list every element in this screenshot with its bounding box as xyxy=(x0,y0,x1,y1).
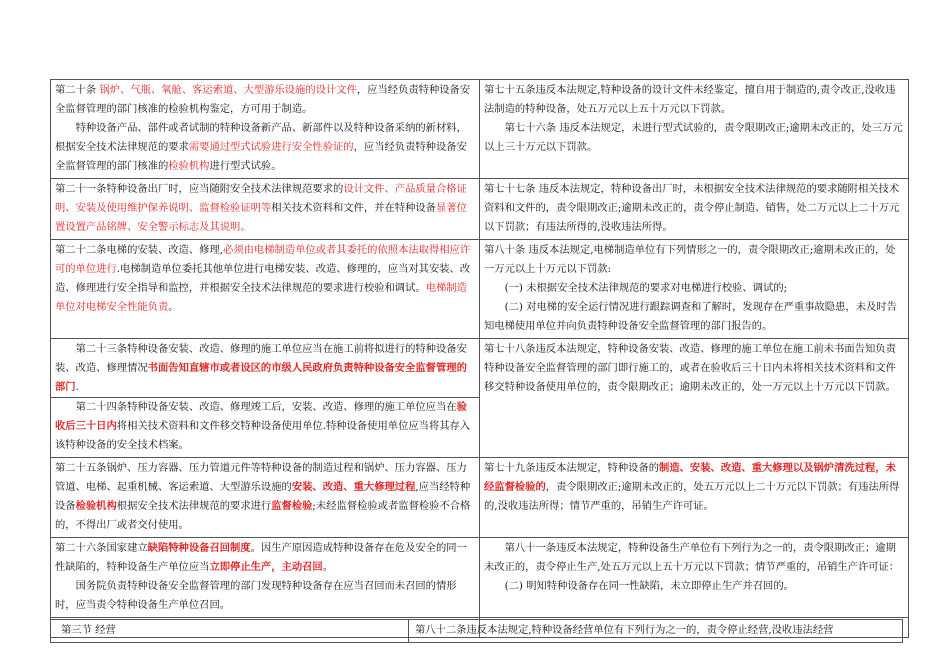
right-cell xyxy=(480,339,909,458)
left-cell xyxy=(51,80,480,179)
right-cell xyxy=(480,538,909,618)
article-paragraph: 第七十九条违反本法规定，特种设备的制造、安装、改造、重大修理以及锅炉清洗过程，未经监督检验的，责令限期改正;逾期未改正的，处五万元以上二十万元以下罚款；有违法所得的,没收违法所得；情节严重的，吊销生产许可证。 xyxy=(484,462,900,512)
article-paragraph: 第二十条 锅炉、气瓶、氧舱、客运索道、大型游乐设施的设计文件，应当经负责特种设备安全监督管理的部门核准的检验机构鉴定，方可用于制造。 xyxy=(55,84,471,115)
article-paragraph: 第二十六条国家建立缺陷特种设备召回制度。因生产原因造成特种设备存在危及安全的同一性缺陷的，特种设备生产单位应当立即停止生产，主动召回。 xyxy=(55,542,467,573)
section-heading: 第三节 经营 xyxy=(51,620,409,642)
table-row xyxy=(51,240,909,339)
article-paragraph: 第二十四条特种设备安装、改造、修理竣工后，安装、改造、修理的施工单位应当在验收后三十日内将相关技术资料和文件移交特种设备使用单位.特种设备使用单位应当将其存入该特种设备的安全技术档案。 xyxy=(55,401,471,451)
law-comparison-document xyxy=(50,79,901,638)
article-82-text: 第八十二条违反本法规定,特种设备经营单位有下列行为之一的，责令停止经营,没收违法经营 xyxy=(415,624,834,636)
article-paragraph: (二) 对电梯的安全运行情况进行跟踪调查和了解时，发现存在严重事故隐患，未及时告知电梯使用单位并向负责特种设备安全监督管理的部门报告的。 xyxy=(484,301,897,332)
article-paragraph: 第八十条 违反本法规定,电梯制造单位有下列情形之一的，责令限期改正;逾期未改正的，处一万元以上十万元以下罚款: xyxy=(484,244,896,275)
right-cell xyxy=(480,179,909,240)
article-paragraph: 第二十一条特种设备出厂时，应当随附安全技术法律规范要求的设计文件、产品质量合格证明、安装及使用维护保养说明、监督检验证明等相关技术资料和文件，并在特种设备显著位置设置产品铭牌、安全警示标志及其说明。 xyxy=(55,183,467,233)
table-row xyxy=(51,538,909,618)
article-paragraph: 第二十三条特种设备安装、改造、修理的施工单位应当在施工前将拟进行的特种设备安装、改造、修理情况书面告知直辖市或者设区的市级人民政府负责特种设备安全监督管理的部门. xyxy=(55,343,467,393)
article-paragraph: 第七十六条 违反本法规定，未进行型式试验的，责令限期改正;逾期未改正的，处三万元以上三十万元以下罚款。 xyxy=(484,122,903,153)
right-cell xyxy=(480,458,909,538)
article-paragraph: 特种设备产品、部件或者试制的特种设备新产品、新部件以及特种设备采纳的新材料，根据安全技术法律规范的要求需要通过型式试验进行安全性验证的，应当经负责特种设备安全监督管理的部门核准的检验机构进行型式试验。 xyxy=(55,122,467,172)
left-cell xyxy=(51,538,480,618)
article-paragraph: 第二十五条锅炉、压力容器、压力管道元件等特种设备的制造过程和锅炉、压力容器、压力管道、电梯、起重机械、客运索道、大型游乐设施的安装、改造、重大修理过程,应当经特种设备检验机构根据安全技术法律规范的要求进行监督检验;未经监督检验或者监督检验不合格的，不得出厂或者交付使用。 xyxy=(55,462,471,531)
left-cell xyxy=(51,339,480,458)
left-cell xyxy=(51,179,480,240)
table-row xyxy=(51,80,909,179)
article-paragraph: (二) 明知特种设备存在同一性缺陷，未立即停止生产并召回的。 xyxy=(504,580,794,592)
table-row xyxy=(51,179,909,240)
section-footer-row xyxy=(50,619,903,643)
article-paragraph: 第七十七条 违反本法规定，特种设备出厂时，未根据安全技术法律规范的要求随附相关技术资料和文件的，责令限期改正;逾期未改正的，责令停止制造、销售，处二万元以上二十万元以下罚款；有违法所得的,没收违法所得。 xyxy=(484,183,900,233)
article-paragraph: 第七十五条违反本法规定,特种设备的设计文件未经鉴定，擅自用于制造的,责令改正,没收违法制造的特种设备，处五万元以上五十万元以下罚款。 xyxy=(484,84,896,115)
table-row xyxy=(51,339,909,458)
article-paragraph: 第七十八条违反本法规定，特种设备安装、改造、修理的施工单位在施工前未书面告知负责特种设备安全监督管理的部门即行施工的，或者在验收后三十日内未将相关技术资料和文件移交特种设备使用单位的，责令限期改正；逾期未改正的，处一万元以上十万元以下罚款。 xyxy=(484,343,896,393)
law-comparison-table xyxy=(50,79,909,638)
left-cell xyxy=(51,458,480,538)
right-cell xyxy=(480,80,909,179)
article-paragraph: 第八十一条违反本法规定，特种设备生产单位有下列行为之一的，责令限期改正；逾期未改正的，责令停止生产,处五万元以上五十万元以下罚款；情节严重的，吊销生产许可证： xyxy=(484,542,900,573)
table-row xyxy=(51,458,909,538)
article-paragraph: 国务院负责特种设备安全监督管理的部门发现特种设备存在应当召回而未召回的情形时，应当责令特种设备生产单位召回。 xyxy=(55,580,457,611)
article-paragraph: (一) 未根据安全技术法律规范的要求对电梯进行校验、调试的; xyxy=(504,282,788,294)
right-cell xyxy=(480,240,909,339)
article-paragraph: 第二十二条电梯的安装、改造、修理,必须由电梯制造单位或者其委托的依照本法取得相应许可的单位进行.电梯制造单位委托其他单位进行电梯安装、改造、修理的，应当对其安装、改造、修理进行安全指导和监控，并根据安全技术法律规范的要求进行校验和调试。电梯制造单位对电梯安全性能负责。 xyxy=(55,244,471,313)
left-cell xyxy=(51,240,480,339)
